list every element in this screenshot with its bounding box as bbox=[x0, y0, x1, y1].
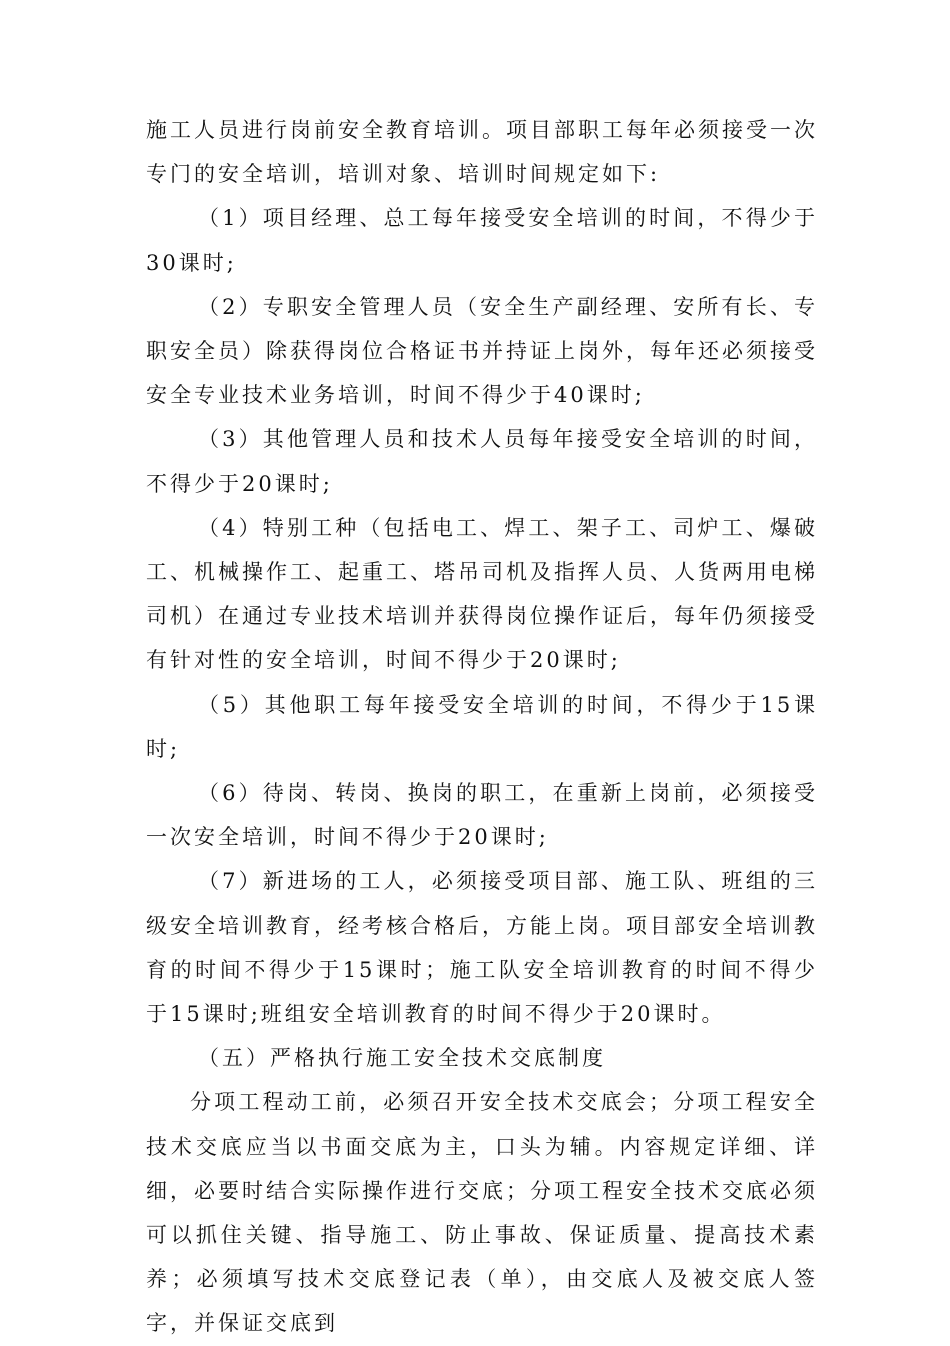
item-5-paragraph: （5）其他职工每年接受安全培训的时间，不得少于15课时; bbox=[146, 692, 818, 761]
item-6-paragraph: （6）待岗、转岗、换岗的职工，在重新上岗前，必须接受一次安全培训，时间不得少于20课时; bbox=[146, 781, 818, 850]
section-heading: （五）严格执行施工安全技术交底制度 bbox=[198, 1046, 606, 1071]
item-3-paragraph: （3）其他管理人员和技术人员每年接受安全培训的时间，不得少于20课时; bbox=[146, 427, 818, 496]
item-7-paragraph: （7）新进场的工人，必须接受项目部、施工队、班组的三级安全培训教育，经考核合格后，方能上岗。项目部安全培训教育的时间不得少于15课时；施工队安全培训教育的时间不得少于15课时;班组安全培训教育的时间不得少于20课时。 bbox=[146, 869, 818, 1027]
item-1-paragraph: （1）项目经理、总工每年接受安全培训的时间，不得少于30课时; bbox=[146, 206, 818, 275]
item-4-paragraph: （4）特别工种（包括电工、焊工、架子工、司炉工、爆破工、机械操作工、起重工、塔吊司机及指挥人员、人货两用电梯司机）在通过专业技术培训并获得岗位操作证后，每年仍须接受有针对性的安全培训，时间不得少于20课时; bbox=[146, 515, 818, 673]
document-body bbox=[146, 108, 818, 1346]
item-2-paragraph: （2）专职安全管理人员（安全生产副经理、安所有长、专职安全员）除获得岗位合格证书并持证上岗外，每年还必须接受安全专业技术业务培训，时间不得少于40课时; bbox=[146, 294, 818, 408]
intro-paragraph: 施工人员进行岗前安全教育培训。项目部职工每年必须接受一次专门的安全培训，培训对象、培训时间规定如下: bbox=[146, 118, 818, 187]
section-body-paragraph: 分项工程动工前，必须召开安全技术交底会；分项工程安全技术交底应当以书面交底为主，口头为辅。内容规定详细、详细，必要时结合实际操作进行交底；分项工程安全技术交底必须可以抓住关键、指导施工、防止事故、保证质量、提高技术素养；必须填写技术交底登记表（单），由交底人及被交底人签字，并保证交底到 bbox=[146, 1090, 818, 1336]
